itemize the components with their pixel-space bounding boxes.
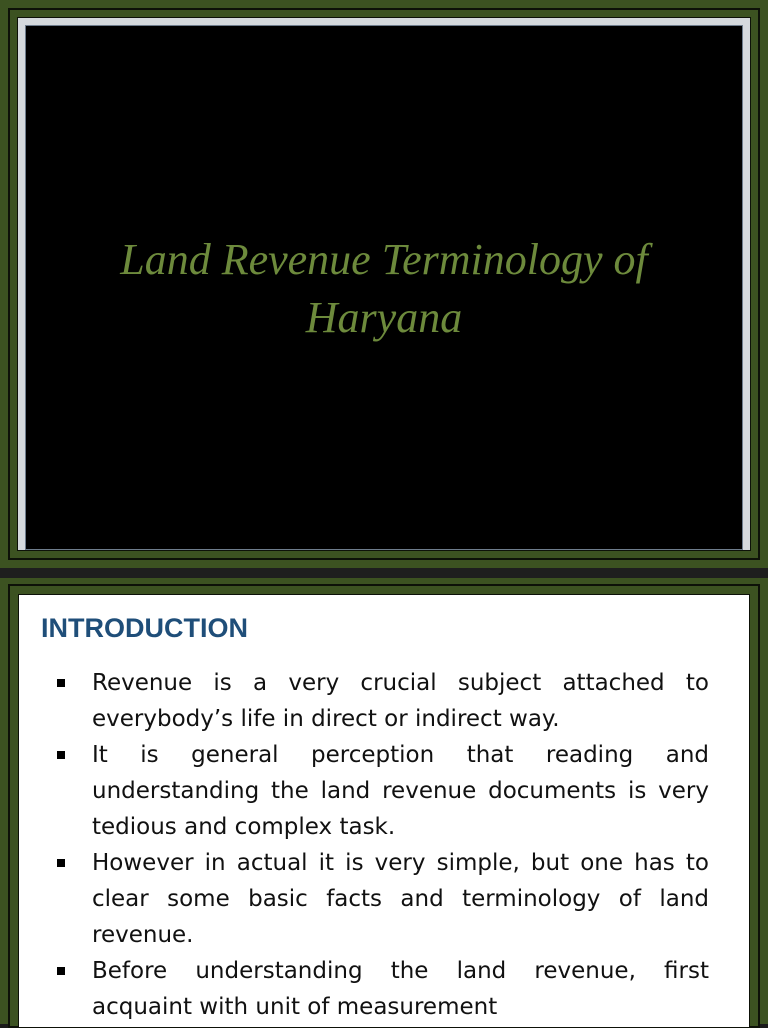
list-item — [39, 953, 709, 1025]
square-bullet-icon — [57, 859, 65, 867]
list-item — [39, 845, 709, 953]
slide-title-line-2: Haryana — [305, 293, 463, 342]
list-item — [39, 737, 709, 845]
list-item-text: Revenue is a very crucial subject attached to everybody’s life in direct or indirect way. — [92, 670, 709, 732]
slide-title-line-1: Land Revenue Terminology of — [120, 235, 648, 284]
slide-gap — [0, 568, 768, 578]
slide-title — [66, 231, 702, 347]
introduction-slide-content — [18, 594, 750, 1028]
list-item-text: Before understanding the land revenue, first acquaint with unit of measurement — [92, 958, 709, 1020]
list-item-text: However in actual it is very simple, but one has to clear some basic facts and terminology of land revenue. — [92, 850, 709, 948]
square-bullet-icon — [57, 679, 65, 687]
list-item-text: It is general perception that reading and understanding the land revenue documents is very tedious and complex task. — [92, 742, 709, 840]
title-slide-content — [25, 25, 743, 550]
bullet-list — [39, 665, 709, 1025]
slide-heading: INTRODUCTION — [41, 613, 248, 643]
square-bullet-icon — [57, 751, 65, 759]
introduction-slide — [0, 578, 768, 1024]
square-bullet-icon — [57, 967, 65, 975]
list-item — [39, 665, 709, 737]
